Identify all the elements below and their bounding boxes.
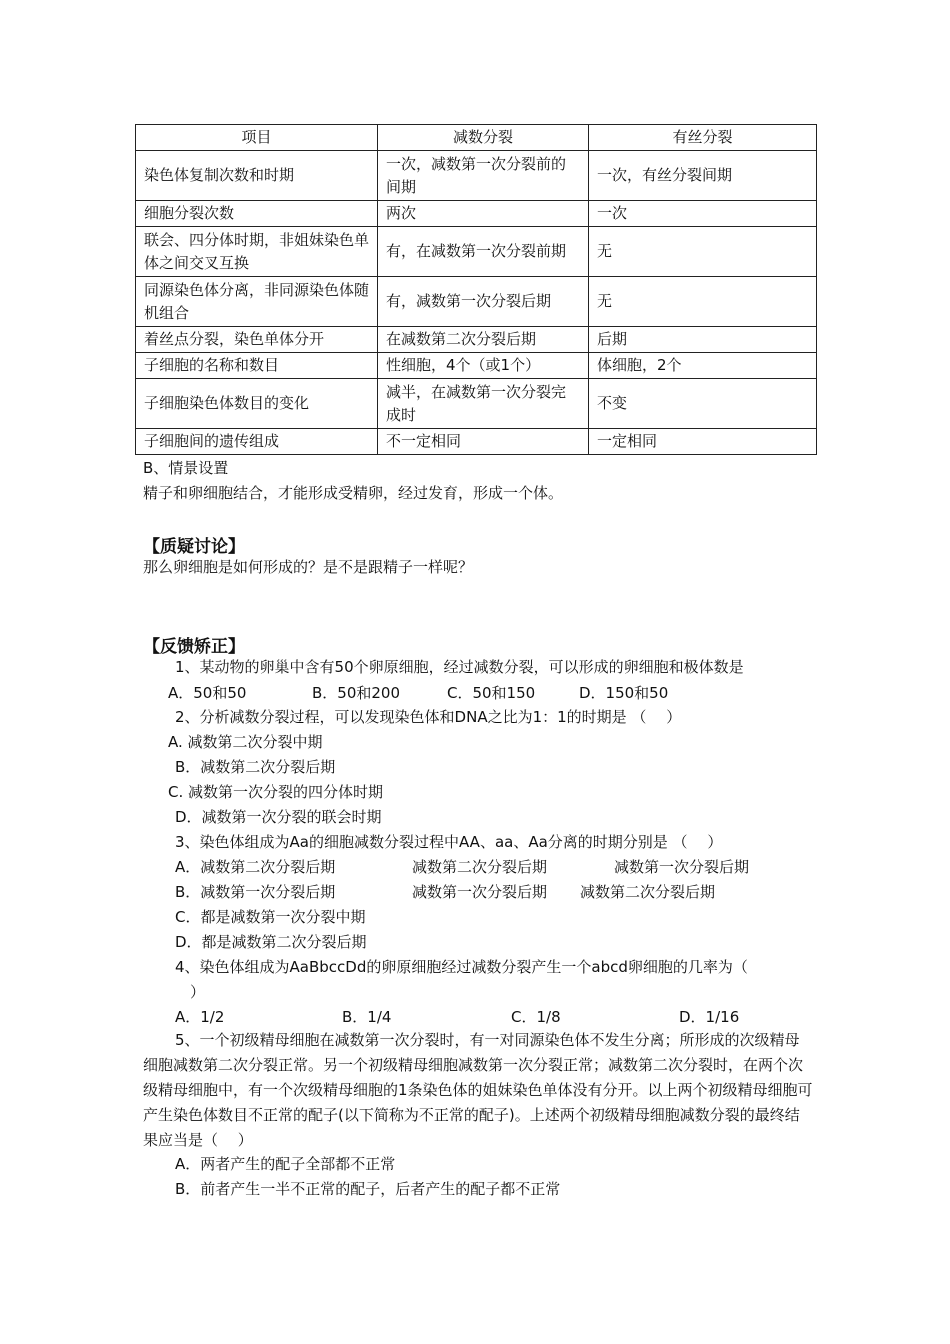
table-cell: 联会、四分体时期，非姐妹染色单体之间交叉互换 bbox=[136, 227, 378, 277]
option-d: D．1/16 bbox=[679, 1008, 740, 1026]
table-row bbox=[136, 277, 817, 327]
table-cell: 性细胞，4个（或1个） bbox=[378, 353, 589, 379]
discussion-heading: 【质疑讨论】 bbox=[143, 537, 245, 557]
option-c: C．1/8 bbox=[511, 1008, 561, 1026]
option-a-part-2: 减数第二次分裂后期 bbox=[412, 858, 548, 876]
option-b: B．前者产生一半不正常的配子，后者产生的配子都不正常 bbox=[175, 1180, 561, 1198]
table-cell: 细胞分裂次数 bbox=[136, 201, 378, 227]
table-cell: 着丝点分裂，染色单体分开 bbox=[136, 327, 378, 353]
option-b-part-2: 减数第一次分裂后期 bbox=[412, 883, 548, 901]
table-cell: 在减数第二次分裂后期 bbox=[378, 327, 589, 353]
question-5-stem: 5、一个初级精母细胞在减数第一次分裂时，有一对同源染色体不发生分离；所形成的次级精母细胞减数第二次分裂正常。另一个初级精母细胞减数第一次分裂正常；减数第二次分裂时，在两个次级精母细胞中，有一个次级精母细胞的1条染色体的姐妹染色单体没有分开。以上两个初级精母细胞可产生染色体数目不正常的配子(以下简称为不正常的配子)。上述两个初级精母细胞减数分裂的最终结果应当是（ ） bbox=[143, 1031, 813, 1149]
question-2-stem: 2、分析减数分裂过程，可以发现染色体和DNA之比为1：1的时期是 （ ） bbox=[175, 708, 682, 726]
table-cell: 子细胞染色体数目的变化 bbox=[136, 379, 378, 429]
option-b: B．50和200 bbox=[312, 684, 401, 702]
option-c: C．都是减数第一次分裂中期 bbox=[175, 908, 366, 926]
option-a bbox=[0, 856, 950, 878]
option-b: B．减数第二次分裂后期 bbox=[175, 758, 336, 776]
feedback-heading: 【反馈矫正】 bbox=[143, 637, 245, 657]
scenario-text: 精子和卵细胞结合，才能形成受精卵，经过发育，形成一个体。 bbox=[143, 484, 564, 502]
question-4-stem: 4、染色体组成为AaBbccDd的卵原细胞经过减数分裂产生一个abcd卵细胞的几率为（ bbox=[175, 958, 748, 976]
table-row bbox=[136, 353, 817, 379]
question-1-options bbox=[0, 682, 950, 704]
question-1-stem: 1、某动物的卵巢中含有50个卵原细胞，经过减数分裂，可以形成的卵细胞和极体数是 bbox=[175, 658, 744, 676]
table-cell: 减半，在减数第一次分裂完成时 bbox=[378, 379, 589, 429]
table-cell: 无 bbox=[589, 227, 817, 277]
comparison-table bbox=[135, 124, 817, 455]
table-cell: 一次 bbox=[589, 201, 817, 227]
option-d: D．减数第一次分裂的联会时期 bbox=[175, 808, 382, 826]
table-header-cell: 减数分裂 bbox=[378, 125, 589, 151]
table-cell: 体细胞，2个 bbox=[589, 353, 817, 379]
scenario-title: B、情景设置 bbox=[143, 459, 229, 477]
table-row bbox=[136, 151, 817, 201]
table-cell: 两次 bbox=[378, 201, 589, 227]
table-cell: 有，在减数第一次分裂前期 bbox=[378, 227, 589, 277]
option-c: C．50和150 bbox=[447, 684, 536, 702]
table-cell: 一次，有丝分裂间期 bbox=[589, 151, 817, 201]
table-cell: 子细胞间的遗传组成 bbox=[136, 429, 378, 455]
option-b: B．1/4 bbox=[342, 1008, 392, 1026]
option-a: A．50和50 bbox=[168, 684, 247, 702]
table-cell: 一次，减数第一次分裂前的间期 bbox=[378, 151, 589, 201]
option-c: C. 减数第一次分裂的四分体时期 bbox=[168, 783, 384, 801]
table-cell: 染色体复制次数和时期 bbox=[136, 151, 378, 201]
table-cell: 子细胞的名称和数目 bbox=[136, 353, 378, 379]
option-a: A．两者产生的配子全部都不正常 bbox=[175, 1155, 396, 1173]
option-b bbox=[0, 881, 950, 903]
table-row bbox=[136, 327, 817, 353]
option-d: D．都是减数第二次分裂后期 bbox=[175, 933, 367, 951]
table-row bbox=[136, 429, 817, 455]
table-cell: 后期 bbox=[589, 327, 817, 353]
table-cell: 不一定相同 bbox=[378, 429, 589, 455]
option-a: A. 减数第二次分裂中期 bbox=[168, 733, 323, 751]
table-cell: 有，减数第一次分裂后期 bbox=[378, 277, 589, 327]
table-cell: 无 bbox=[589, 277, 817, 327]
table-row bbox=[136, 201, 817, 227]
table-row bbox=[136, 379, 817, 429]
option-b-part-1: B．减数第一次分裂后期 bbox=[175, 883, 336, 901]
table-cell: 不变 bbox=[589, 379, 817, 429]
option-b-part-3: 减数第二次分裂后期 bbox=[580, 883, 716, 901]
question-3-stem: 3、染色体组成为Aa的细胞减数分裂过程中AA、aa、Aa分离的时期分别是 （ ） bbox=[175, 833, 723, 851]
table-row bbox=[136, 227, 817, 277]
table-header-cell: 有丝分裂 bbox=[589, 125, 817, 151]
table-header-row bbox=[136, 125, 817, 151]
option-a-part-1: A．减数第二次分裂后期 bbox=[175, 858, 336, 876]
question-4-options bbox=[0, 1006, 950, 1028]
table-header-cell: 项目 bbox=[136, 125, 378, 151]
table-cell: 一定相同 bbox=[589, 429, 817, 455]
option-a: A．1/2 bbox=[175, 1008, 225, 1026]
option-d: D．150和50 bbox=[579, 684, 669, 702]
table-cell: 同源染色体分离，非同源染色体随机组合 bbox=[136, 277, 378, 327]
discussion-text: 那么卵细胞是如何形成的？是不是跟精子一样呢？ bbox=[143, 558, 474, 576]
option-a-part-3: 减数第一次分裂后期 bbox=[614, 858, 750, 876]
question-4-stem-end: ） bbox=[190, 983, 206, 1001]
